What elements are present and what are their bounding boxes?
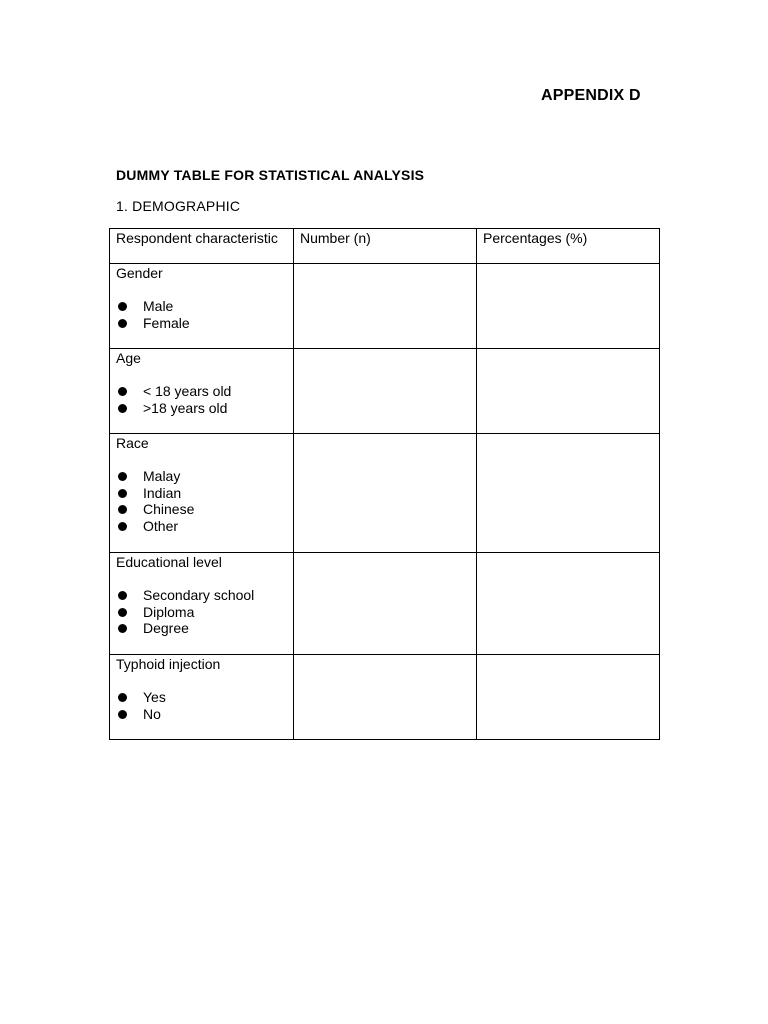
demographic-table — [109, 228, 660, 740]
list-item: Other — [116, 518, 287, 535]
number-cell — [294, 264, 477, 349]
list-item: Indian — [116, 485, 287, 502]
appendix-label: APPENDIX D — [541, 87, 641, 104]
header-respondent-characteristic: Respondent characteristic — [110, 229, 294, 264]
list-item: No — [116, 706, 287, 723]
list-item: Malay — [116, 468, 287, 485]
option-list — [116, 383, 287, 416]
table-header-row — [110, 229, 660, 264]
percentage-cell — [477, 434, 660, 553]
table-row-race — [110, 434, 660, 553]
list-item: Chinese — [116, 501, 287, 518]
header-number: Number (n) — [294, 229, 477, 264]
table-row-educational-level — [110, 553, 660, 655]
list-item: Diploma — [116, 604, 287, 621]
document-title: DUMMY TABLE FOR STATISTICAL ANALYSIS — [116, 167, 425, 183]
option-list — [116, 468, 287, 534]
number-cell — [294, 349, 477, 434]
section-heading: 1. DEMOGRAPHIC — [116, 198, 241, 214]
list-item: Degree — [116, 620, 287, 637]
table-row-typhoid-injection — [110, 655, 660, 740]
number-cell — [294, 434, 477, 553]
number-cell — [294, 553, 477, 655]
option-list — [116, 689, 287, 722]
category-label: Typhoid injection — [116, 656, 221, 672]
list-item: Female — [116, 315, 287, 332]
option-list — [116, 298, 287, 331]
category-label: Age — [116, 350, 141, 366]
table-row-age — [110, 349, 660, 434]
list-item: Male — [116, 298, 287, 315]
characteristic-cell — [110, 553, 294, 655]
header-percentages: Percentages (%) — [477, 229, 660, 264]
characteristic-cell — [110, 349, 294, 434]
table-row-gender — [110, 264, 660, 349]
percentage-cell — [477, 264, 660, 349]
characteristic-cell — [110, 655, 294, 740]
characteristic-cell — [110, 434, 294, 553]
list-item: < 18 years old — [116, 383, 287, 400]
percentage-cell — [477, 349, 660, 434]
list-item: Secondary school — [116, 587, 287, 604]
category-label: Educational level — [116, 554, 222, 570]
characteristic-cell — [110, 264, 294, 349]
option-list — [116, 587, 287, 637]
category-label: Race — [116, 435, 149, 451]
list-item: >18 years old — [116, 400, 287, 417]
number-cell — [294, 655, 477, 740]
list-item: Yes — [116, 689, 287, 706]
percentage-cell — [477, 655, 660, 740]
category-label: Gender — [116, 265, 163, 281]
percentage-cell — [477, 553, 660, 655]
